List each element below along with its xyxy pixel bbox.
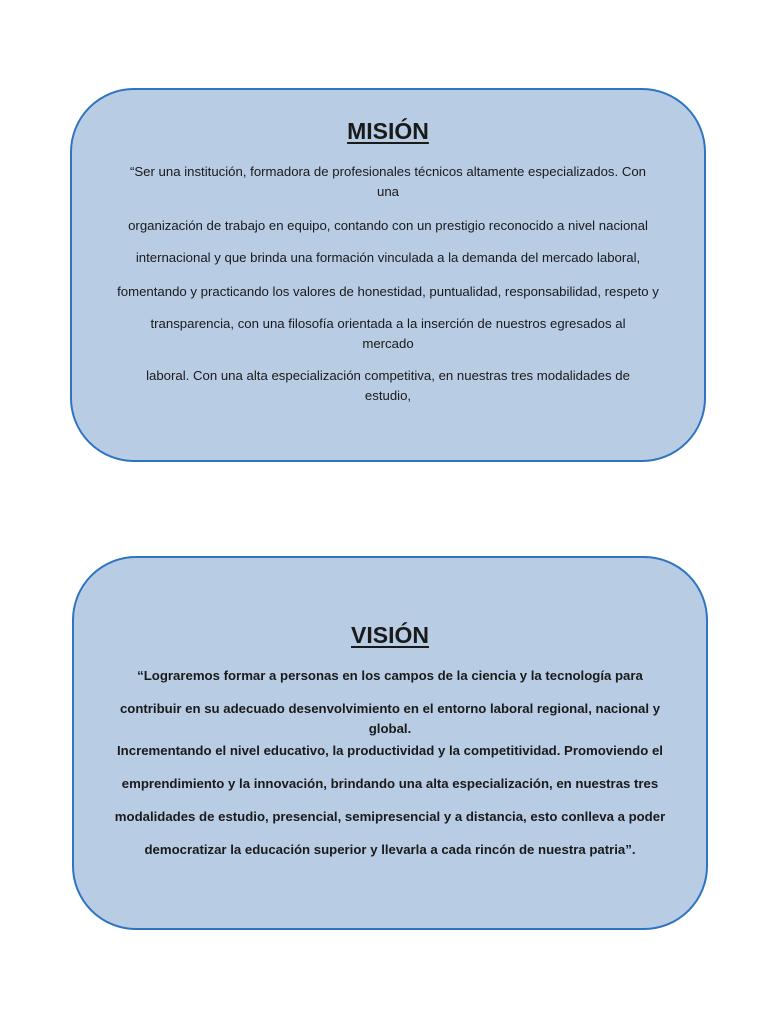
mision-line: “Ser una institución, formadora de profesionales técnicos altamente especializados. Con una	[129, 164, 647, 199]
vision-line: Incrementando el nivel educativo, la productividad y la competitividad. Promoviendo el	[117, 743, 663, 758]
vision-line: emprendimiento y la innovación, brindando una alta especialización, en nuestras tres	[121, 776, 659, 791]
mision-line: fomentando y practicando los valores de honestidad, puntualidad, responsabilidad, respeto y	[117, 284, 659, 299]
vision-line: contribuir en su adecuado desenvolvimiento en el entorno laboral regional, nacional y global.	[119, 701, 661, 736]
mision-line: laboral. Con una alta especialización competitiva, en nuestras tres modalidades de estudio,	[146, 368, 630, 403]
mision-text	[96, 162, 680, 420]
vision-line: “Lograremos formar a personas en los campos de la ciencia y la tecnología para	[137, 668, 643, 683]
mision-line: internacional y que brinda una formación vinculada a la demanda del mercado laboral,	[135, 250, 641, 265]
mision-line: transparencia, con una filosofía orientada a la inserción de nuestros egresados al mercado	[150, 316, 626, 351]
mision-title: MISIÓN	[347, 118, 429, 144]
vision-text	[98, 666, 682, 873]
mision-line: organización de trabajo en equipo, contando con un prestigio reconocido a nivel nacional	[128, 218, 648, 233]
vision-title: VISIÓN	[351, 622, 429, 648]
vision-card	[72, 556, 708, 930]
vision-line: modalidades de estudio, presencial, semipresencial y a distancia, esto conlleva a poder	[114, 809, 666, 824]
mision-card	[70, 88, 706, 462]
vision-line: democratizar la educación superior y llevarla a cada rincón de nuestra patria”.	[144, 842, 636, 857]
